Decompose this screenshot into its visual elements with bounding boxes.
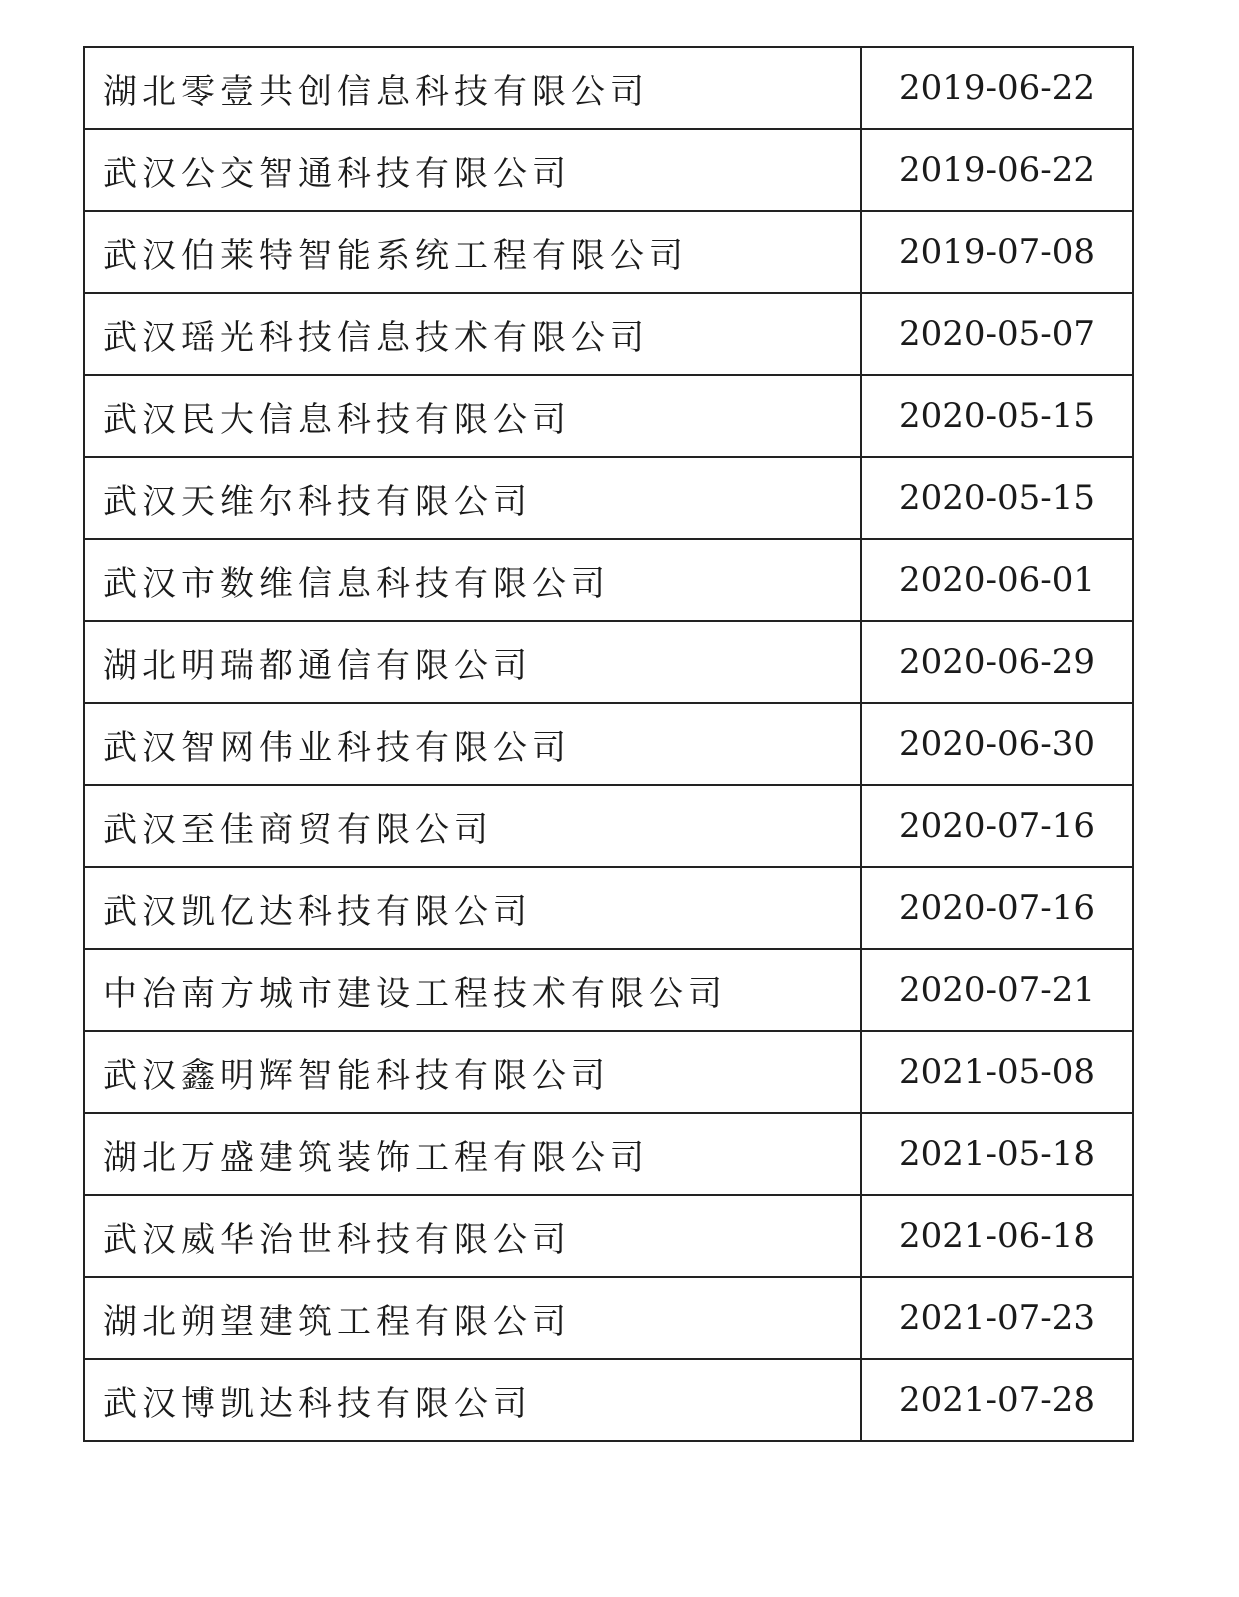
company-name-cell: 武汉市数维信息科技有限公司 [84, 539, 861, 621]
company-name-cell: 武汉伯莱特智能系统工程有限公司 [84, 211, 861, 293]
table-row [84, 211, 1133, 293]
date-cell: 2020-06-30 [861, 703, 1133, 785]
date-cell: 2020-07-16 [861, 785, 1133, 867]
date-cell: 2021-07-23 [861, 1277, 1133, 1359]
table-row [84, 785, 1133, 867]
table-row [84, 703, 1133, 785]
company-name-cell: 武汉民大信息科技有限公司 [84, 375, 861, 457]
date-cell: 2020-05-07 [861, 293, 1133, 375]
table-row [84, 47, 1133, 129]
date-cell: 2019-07-08 [861, 211, 1133, 293]
date-cell: 2020-05-15 [861, 375, 1133, 457]
company-name-cell: 湖北零壹共创信息科技有限公司 [84, 47, 861, 129]
company-name-cell: 武汉瑶光科技信息技术有限公司 [84, 293, 861, 375]
company-name-cell: 武汉智网伟业科技有限公司 [84, 703, 861, 785]
table-row [84, 129, 1133, 211]
date-cell: 2020-05-15 [861, 457, 1133, 539]
date-cell: 2021-05-18 [861, 1113, 1133, 1195]
company-name-cell: 武汉威华治世科技有限公司 [84, 1195, 861, 1277]
table-row [84, 1195, 1133, 1277]
table-row [84, 1277, 1133, 1359]
company-name-cell: 武汉天维尔科技有限公司 [84, 457, 861, 539]
table-row [84, 1031, 1133, 1113]
company-name-cell: 武汉公交智通科技有限公司 [84, 129, 861, 211]
company-name-cell: 武汉博凯达科技有限公司 [84, 1359, 861, 1441]
date-cell: 2020-06-01 [861, 539, 1133, 621]
date-cell: 2020-07-21 [861, 949, 1133, 1031]
table-row [84, 949, 1133, 1031]
table-row [84, 1113, 1133, 1195]
company-date-table [83, 46, 1134, 1442]
company-name-cell: 武汉鑫明辉智能科技有限公司 [84, 1031, 861, 1113]
date-cell: 2019-06-22 [861, 47, 1133, 129]
table-row [84, 293, 1133, 375]
table-row [84, 1359, 1133, 1441]
date-cell: 2021-06-18 [861, 1195, 1133, 1277]
company-name-cell: 湖北明瑞都通信有限公司 [84, 621, 861, 703]
table-row [84, 621, 1133, 703]
company-name-cell: 武汉至佳商贸有限公司 [84, 785, 861, 867]
date-cell: 2021-05-08 [861, 1031, 1133, 1113]
company-name-cell: 湖北万盛建筑装饰工程有限公司 [84, 1113, 861, 1195]
date-cell: 2020-06-29 [861, 621, 1133, 703]
company-name-cell: 武汉凯亿达科技有限公司 [84, 867, 861, 949]
date-cell: 2021-07-28 [861, 1359, 1133, 1441]
company-name-cell: 湖北朔望建筑工程有限公司 [84, 1277, 861, 1359]
table-row [84, 457, 1133, 539]
table-row [84, 867, 1133, 949]
date-cell: 2019-06-22 [861, 129, 1133, 211]
table-body [84, 47, 1133, 1441]
table-row [84, 539, 1133, 621]
table-row [84, 375, 1133, 457]
company-name-cell: 中冶南方城市建设工程技术有限公司 [84, 949, 861, 1031]
date-cell: 2020-07-16 [861, 867, 1133, 949]
